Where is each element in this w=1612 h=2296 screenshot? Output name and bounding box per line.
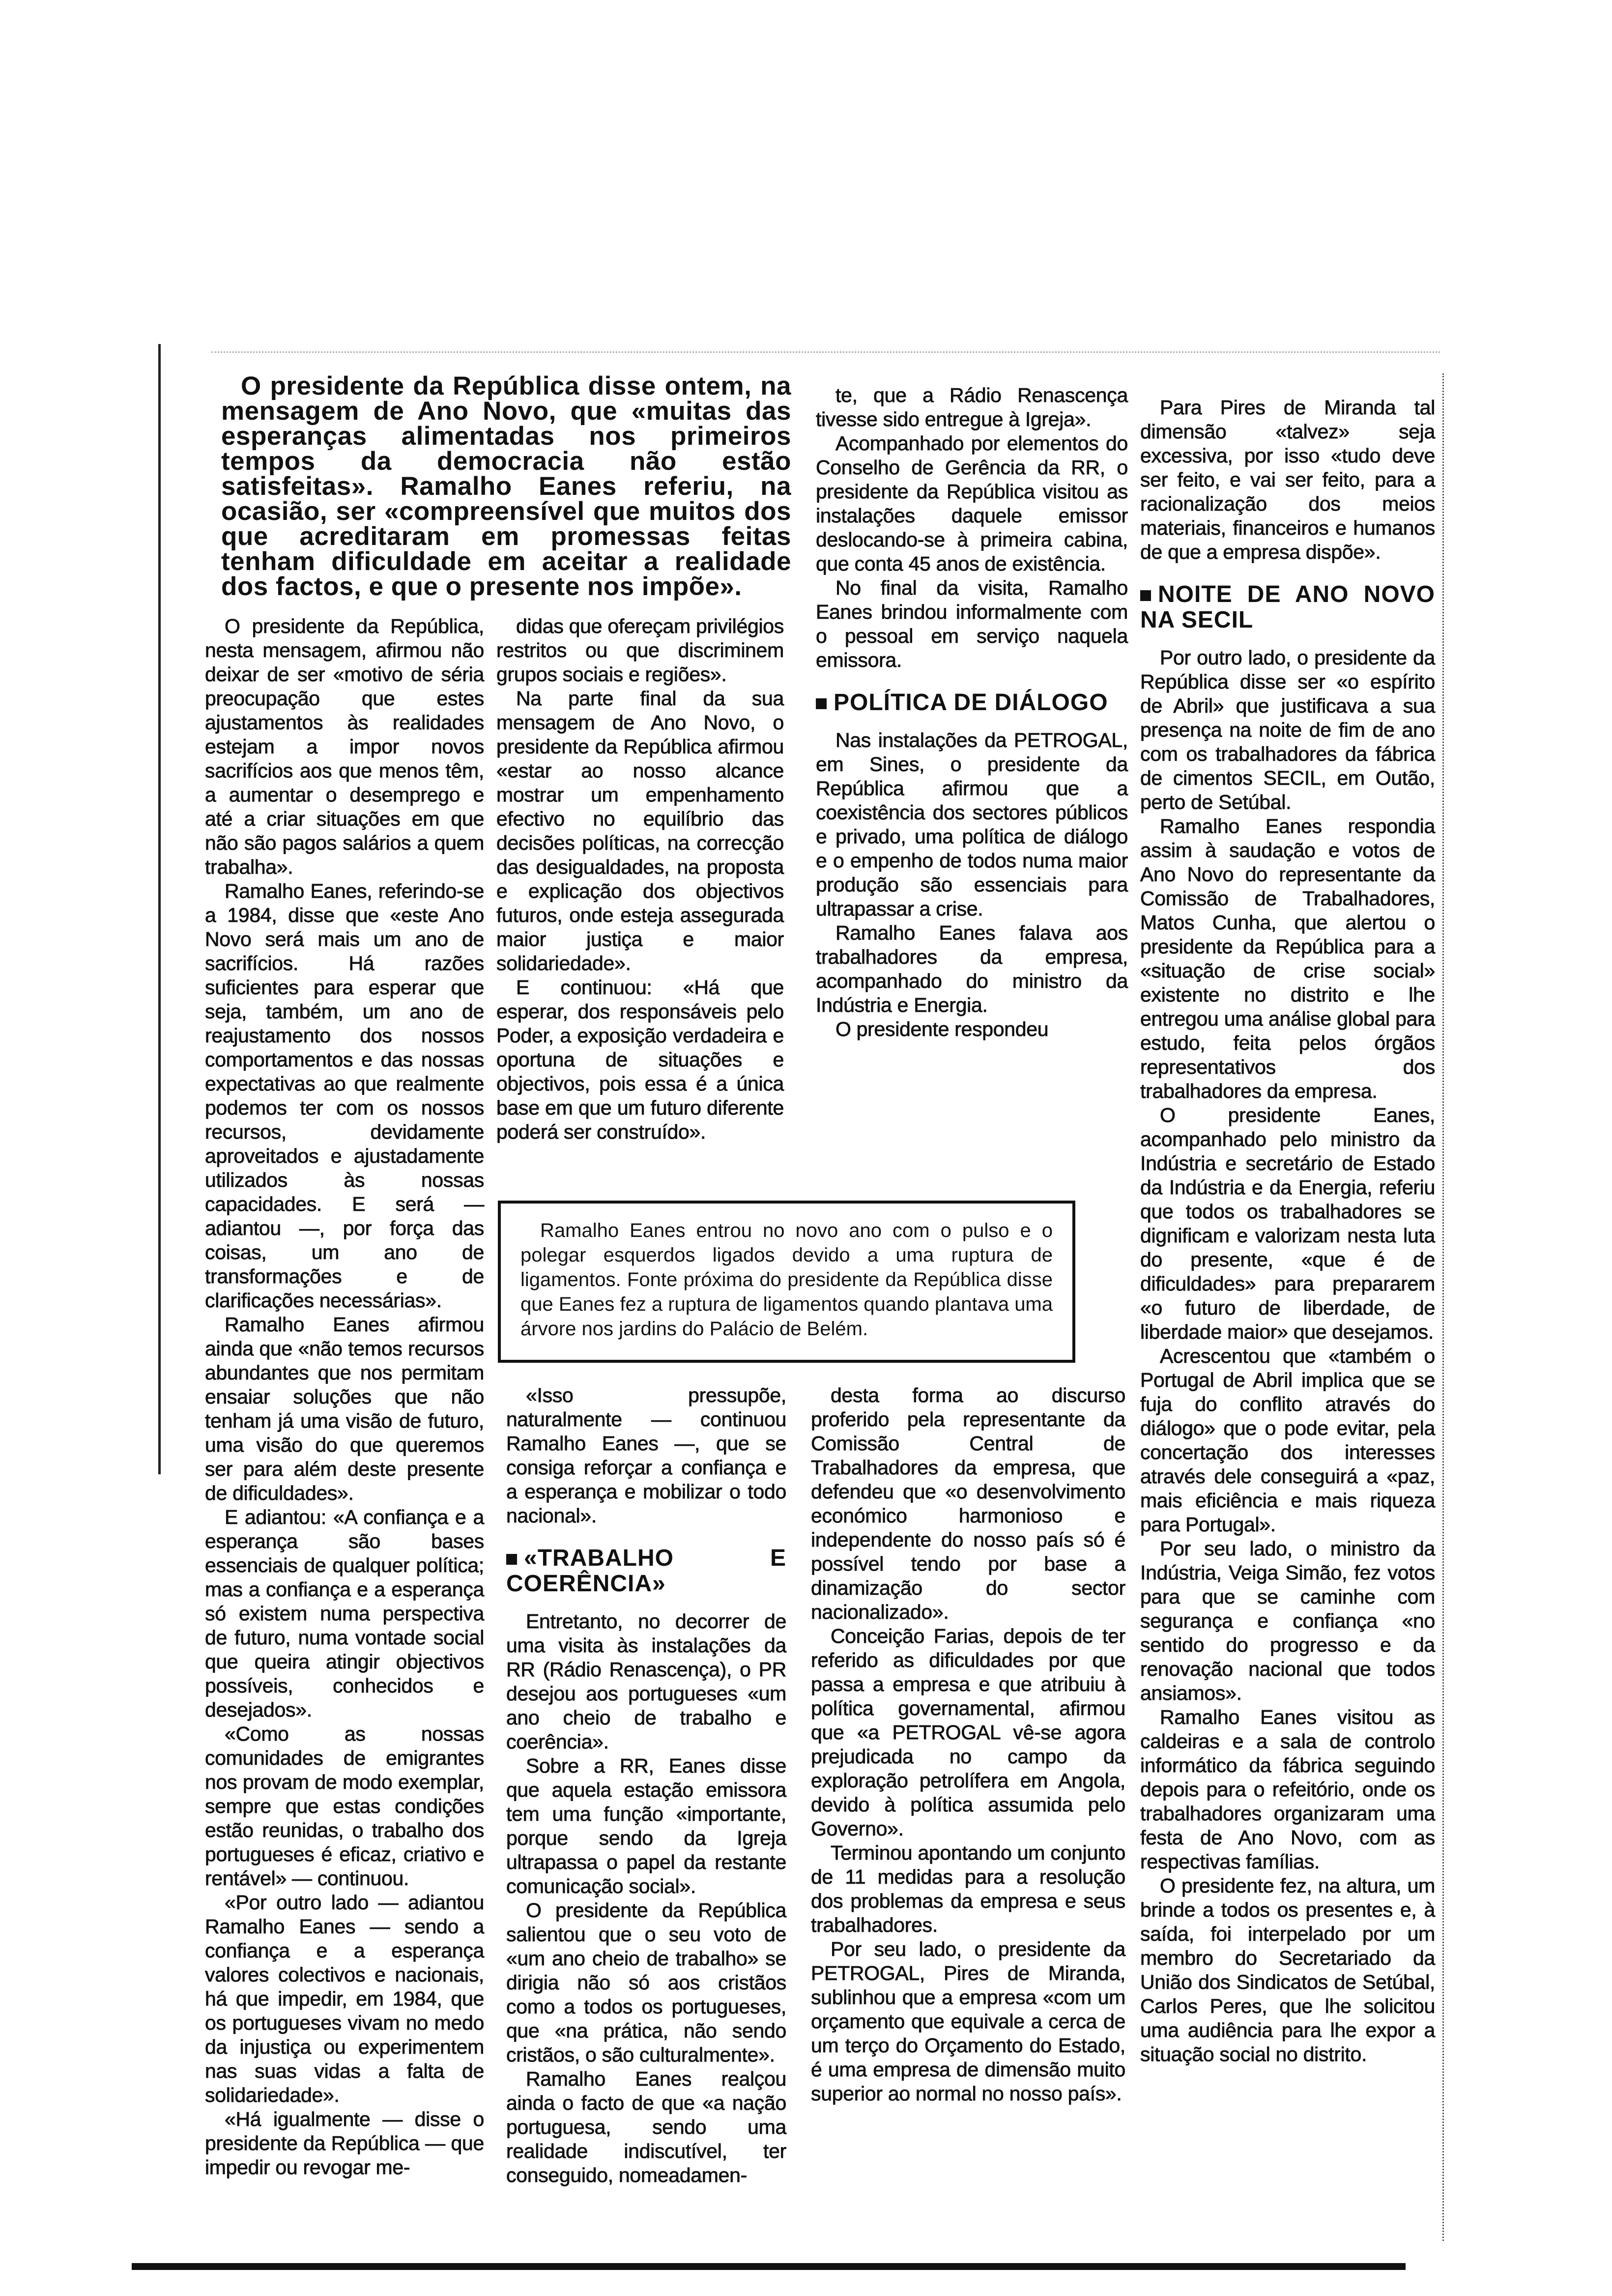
body-paragraph: Por seu lado, o presidente da PETROGAL, Pires de Miranda, sublinhou que a empresa «com um orçamento que equivale a cerca de um terço do Orçamento do Estado, é uma empresa de dimensão muito superior ao normal no nosso país». <box>811 1938 1125 2105</box>
column-2-lower <box>506 1383 786 2187</box>
body-paragraph: Ramalho Eanes realçou ainda o facto de que «a nação portuguesa, sendo uma realidade indiscutível, ter conseguido, nomeadamen- <box>506 2067 786 2186</box>
body-paragraph: Na parte final da sua mensagem de Ano Novo, o presidente da República afirmou «estar ao nosso alcance mostrar um empenhamento efectivo no equilíbrio das decisões políticas, na correcção das desigualdades, na proposta e explicação dos objectivos futuros, onde esteja assegurada maior justiça e maior solidariedade». <box>496 687 784 975</box>
body-paragraph: Acrescentou que «também o Portugal de Abril implica que se fuja do conflito através do diálogo» que o pode evitar, pela concertação dos interesses através dele conseguirá a «paz, mais eficiência e mais riqueza para Portugal». <box>1140 1345 1435 1536</box>
body-paragraph: Conceição Farias, depois de ter referido as dificuldades por que passa a empresa e que atribuiu à política governamental, afirmou que «a PETROGAL vê-se agora prejudicada no campo da exploração petrolífera em Angola, devido à política assumida pelo Governo». <box>811 1625 1125 1840</box>
square-bullet-icon <box>506 1554 517 1565</box>
body-paragraph: Ramalho Eanes visitou as caldeiras e a sala de controlo informático da fábrica seguindo depois para o refeitório, onde os trabalhadores organizaram uma festa de Ano Novo, com as respectivas famílias. <box>1140 1706 1435 1873</box>
section-heading <box>816 690 1128 716</box>
section-heading-text: NOITE DE ANO NOVO NA SECIL <box>1140 581 1435 633</box>
body-paragraph: E adiantou: «A confiança e a esperança são bases essenciais de qualquer política; mas a confiança e a esperança só existem numa perspectiva de futuro, numa vontade social que queira atingir objectivos possíveis, conhecidos e desejados». <box>205 1506 484 1721</box>
square-bullet-icon <box>816 698 827 709</box>
column-3-lower <box>811 1383 1125 2106</box>
section-heading-text: POLÍTICA DE DIÁLOGO <box>834 689 1108 716</box>
body-paragraph: te, que a Rádio Renascença tivesse sido entregue à Igreja». <box>816 384 1128 430</box>
column-2-upper <box>496 614 784 1144</box>
body-paragraph: Por outro lado, o presidente da República disse ser «o espírito de Abril» que justificava a sua presença na noite de fim de ano com os trabalhadores da fábrica de cimentos SECIL, em Outão, perto de Setúbal. <box>1140 646 1435 813</box>
body-paragraph: Acompanhado por elementos do Conselho de Gerência da RR, o presidente da República visitou as instalações daquele emissor deslocando-se à primeira cabina, que conta 45 anos de existência. <box>816 432 1128 575</box>
body-paragraph: Ramalho Eanes afirmou ainda que «não temos recursos abundantes que nos permitam ensaiar soluções que não tenham já uma visão de futuro, uma visão do que queremos ser para além deste presente de dificuldades». <box>205 1313 484 1504</box>
section-heading <box>506 1546 786 1597</box>
body-paragraph: Nas instalações da PETROGAL, em Sines, o presidente da República afirmou que a coexistência dos sectores públicos e privado, uma política de diálogo e o empenho de todos numa maior produção são essenciais para ultrapassar a crise. <box>816 729 1128 920</box>
column-1 <box>205 614 484 2180</box>
square-bullet-icon <box>1140 590 1151 601</box>
clipping-edge-left <box>158 344 161 1474</box>
clipping-edge-right <box>1442 373 1445 2241</box>
body-paragraph: Ramalho Eanes respondia assim à saudação e votos de Ano Novo do representante da Comissão de Trabalhadores, Matos Cunha, que alertou o presidente da República para a «situação de crise social» existente no distrito e lhe entregou uma análise global para estudo, feita pelos órgãos representativos dos trabalhadores da empresa. <box>1140 815 1435 1102</box>
column-3-upper <box>816 383 1128 1041</box>
body-paragraph: «Como as nossas comunidades de emigrantes nos provam de modo exemplar, sempre que estas condições estão reunidas, o trabalho dos portugueses é eficaz, criativo e rentável» — continuou. <box>205 1722 484 1890</box>
section-heading-text: «TRABALHO E COERÊNCIA» <box>506 1545 786 1597</box>
body-paragraph: desta forma ao discurso proferido pela representante da Comissão Central de Trabalhadores da empresa, que defendeu que «o desenvolvimento económico harmonioso e independente do nosso país só é possível tendo por base a dinamização do sector nacionalizado». <box>811 1384 1125 1623</box>
scan-noise <box>211 351 1440 373</box>
body-paragraph: Ramalho Eanes, referindo-se a 1984, disse que «este Ano Novo será mais um ano de sacrifícios. Há razões suficientes para esperar que seja, também, um ano de reajustamento dos nossos comportamentos e das nossas expectativas ao que realmente podemos ter com os nossos recursos, devidamente aproveitados e ajustadamente utilizados às nossas capacidades. E será — adiantou —, por força das coisas, um ano de transformações e de clarificações necessárias». <box>205 880 484 1312</box>
body-paragraph: Sobre a RR, Eanes disse que aquela estação emissora tem uma função «importante, porque sendo da Igreja ultrapassa o papel da restante comunicação social». <box>506 1754 786 1897</box>
sidebar-box <box>498 1201 1075 1363</box>
body-paragraph: Por seu lado, o ministro da Indústria, Veiga Simão, fez votos para que se caminhe com segurança e confiança «no sentido do progresso e da renovação nacional que todos ansiamos». <box>1140 1537 1435 1704</box>
body-paragraph: Ramalho Eanes falava aos trabalhadores da empresa, acompanhado do ministro da Indústria e Energia. <box>816 921 1128 1016</box>
body-paragraph: «Há igualmente — disse o presidente da República — que impedir ou revogar me- <box>205 2108 484 2179</box>
body-paragraph: O presidente fez, na altura, um brinde a todos os presentes e, à saída, foi interpelado por um membro do Secretariado da União dos Sindicatos de Setúbal, Carlos Peres, que lhe solicitou uma audiência para lhe expor a situação social no distrito. <box>1140 1874 1435 2066</box>
body-paragraph: O presidente respondeu <box>835 1018 1049 1040</box>
body-paragraph: «Isso pressupõe, naturalmente — continuou Ramalho Eanes —, que se consiga reforçar a confiança e a esperança e mobilizar o todo nacional». <box>506 1384 786 1527</box>
body-paragraph: No final da visita, Ramalho Eanes brindou informalmente com o pessoal em serviço naquela emissora. <box>816 576 1128 671</box>
body-paragraph: O presidente da República, nesta mensagem, afirmou não deixar de ser «motivo de séria preocupação que estes ajustamentos às realidades estejam a impor novos sacrifícios aos que menos têm, a aumentar o desemprego e até a criar situações em que não são pagos salários a quem trabalha». <box>205 615 484 878</box>
box-text: Ramalho Eanes entrou no novo ano com o pulso e o polegar esquerdos ligados devido a uma ruptura de ligamentos. Fonte próxima do presidente da República disse que Eanes fez a ruptura de ligamentos quando plantava uma árvore nos jardins do Palácio de Belém. <box>520 1220 1053 1340</box>
body-paragraph: O presidente da República salientou que o seu voto de «um ano cheio de trabalho» se dirigia não só aos cristãos como a todos os portugueses, que «na prática, não sendo cristãos, o são culturalmente». <box>506 1899 786 2066</box>
body-paragraph: Entretanto, no decorrer de uma visita às instalações da RR (Rádio Renascença), o PR desejou aos portugueses «um ano cheio de trabalho e coerência». <box>506 1610 786 1753</box>
body-paragraph: «Por outro lado — adiantou Ramalho Eanes — sendo a confiança e a esperança valores colectivos e nacionais, há que impedir, em 1984, que os portugueses vivam no medo da injustiça ou experimentem nas suas vidas a falta de solidariedade». <box>205 1891 484 2106</box>
body-paragraph: O presidente Eanes, acompanhado pelo ministro da Indústria e secretário de Estado da Indústria e da Energia, referiu que todos os trabalhadores se dignificam e valorizam nesta luta do presente, «que é de dificuldades» para prepararem «o futuro de liberdade, de liberdade maior» que desejamos. <box>1140 1104 1435 1343</box>
lead-paragraph: O presidente da República disse ontem, na mensagem de Ano Novo, que «muitas das esperanças alimentadas nos primeiros tempos da democracia não estão satisfeitas». Ramalho Eanes referiu, na ocasião, ser «compreensível que muitos dos que acreditaram em promessas feitas tenham dificuldade em aceitar a realidade dos factos, e que o presente nos impõe». <box>221 372 791 601</box>
body-paragraph: Terminou apontando um conjunto de 11 medidas para a resolução dos problemas da empresa e seus trabalhadores. <box>811 1841 1125 1936</box>
section-heading <box>1140 582 1435 633</box>
body-paragraph: E continuou: «Há que esperar, dos responsáveis pelo Poder, a exposição verdadeira e oportuna de situações e objectivos, pois essa é a única base em que um futuro diferente poderá ser construído». <box>496 976 784 1143</box>
body-paragraph: Para Pires de Miranda tal dimensão «talvez» seja excessiva, por isso «tudo deve ser feito, e vai ser feito, para a racionalização dos meios materiais, financeiros e humanos de que a empresa dispõe». <box>1140 396 1435 563</box>
column-4 <box>1140 396 1435 2066</box>
body-paragraph: didas que ofereçam privilégios restritos ou que discriminem grupos sociais e regiões». <box>496 615 784 686</box>
bottom-rule <box>132 2263 1406 2270</box>
